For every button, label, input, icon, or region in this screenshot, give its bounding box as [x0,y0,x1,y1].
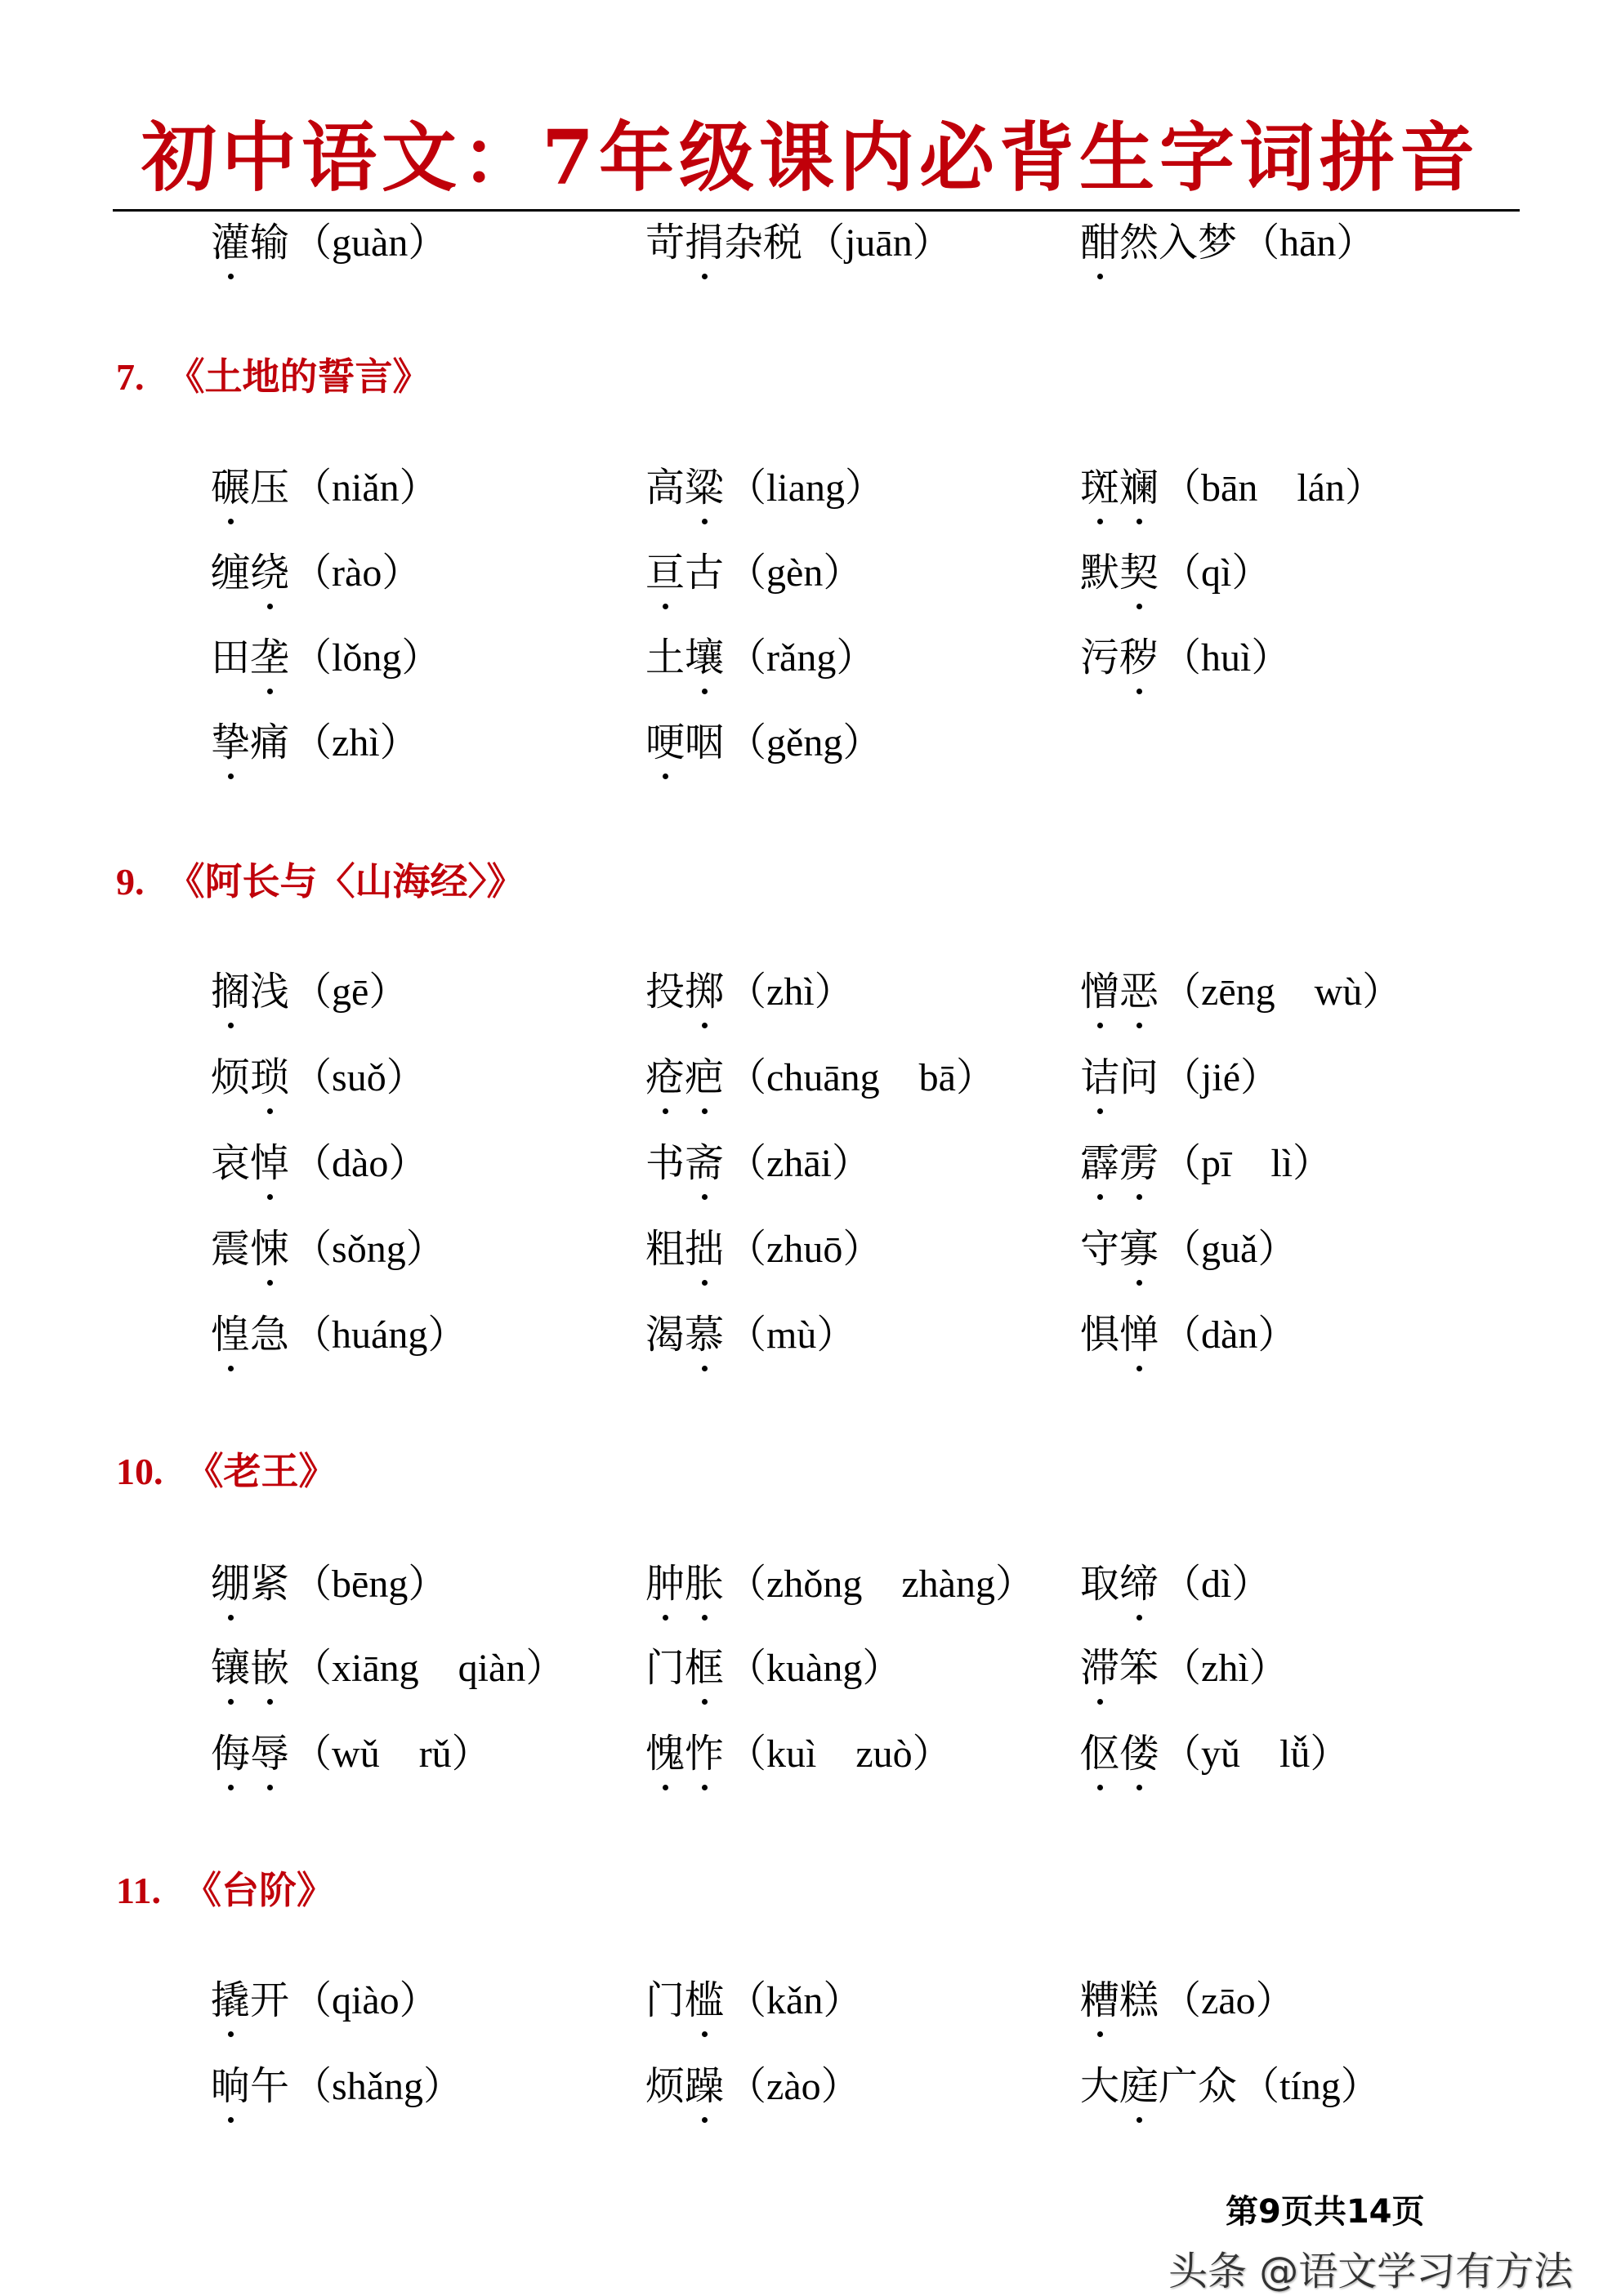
vocab-word [645,1311,724,1360]
emphasized-char: 悚 [250,1225,289,1274]
pinyin: （zhuō） [727,1228,882,1271]
pinyin: （qiào） [292,1979,439,2022]
char: 古 [685,551,725,595]
emphasized-char: 恶 [1119,968,1159,1017]
pinyin: （rǎng） [727,636,876,680]
char: 土 [645,636,685,680]
char: 粗 [645,1228,685,1271]
vocab-item [645,1730,952,1779]
vocab-row [0,2062,1621,2128]
pinyin: （huáng） [292,1313,467,1357]
vocab-word [645,549,724,598]
emphasized-char: 绕 [250,549,289,598]
vocab-item [1080,1225,1297,1274]
vocab-word [645,219,802,268]
pinyin: （gèn） [727,551,863,595]
emphasized-char: 亘 [645,549,685,598]
pinyin: （jié） [1162,1056,1280,1099]
vocab-item [211,1054,426,1103]
vocab-word [211,634,289,683]
pinyin: （bān lán） [1162,466,1384,510]
vocab-word [1080,2062,1237,2111]
pinyin: （kuì zuò） [727,1732,952,1776]
emphasized-char: 斋 [685,1139,724,1188]
vocab-item [1080,1644,1288,1693]
section-number: 11. [116,1870,161,1911]
pinyin: （zhì） [1162,1647,1288,1690]
pinyin: （dì） [1162,1563,1271,1606]
vocab-row [0,634,1621,699]
pinyin: （juān） [806,221,952,265]
char: 污 [1080,636,1120,680]
pinyin: （rào） [292,551,422,595]
emphasized-char: 搁 [211,968,250,1017]
vocab-word [645,1560,724,1609]
emphasized-char: 垄 [250,634,289,683]
vocab-item [211,1644,565,1693]
vocab-item [645,1054,995,1103]
char: 惧 [1080,1313,1120,1357]
vocab-item [211,219,447,268]
emphasized-char: 挚 [211,719,250,768]
char: 众 [1198,2065,1238,2108]
pinyin: （zhāi） [727,1142,871,1185]
section-heading [116,1866,334,1915]
pinyin: （pī lì） [1162,1142,1333,1185]
vocab-item [1080,1054,1279,1103]
emphasized-char: 愧 [645,1730,685,1779]
emphasized-char: 掷 [685,968,724,1017]
char: 门 [645,1647,685,1690]
emphasized-char: 拙 [685,1225,724,1274]
vocab-word [1080,1977,1159,2026]
pinyin: （liang） [727,466,885,510]
emphasized-char: 雳 [1119,1139,1159,1188]
vocab-item [645,1139,871,1188]
emphasized-char: 寡 [1119,1225,1159,1274]
pinyin: （zào） [727,2065,860,2108]
vocab-word [211,1054,289,1103]
emphasized-char: 胀 [685,1560,724,1609]
emphasized-char: 秽 [1119,634,1159,683]
char: 书 [645,1142,685,1185]
emphasized-char: 诘 [1080,1054,1119,1103]
vocab-word [1080,1054,1159,1103]
vocab-word [211,549,289,598]
emphasized-char: 酣 [1080,219,1119,268]
emphasized-char: 绷 [211,1560,250,1609]
vocab-row [0,1977,1621,2042]
pinyin: （dàn） [1162,1313,1297,1357]
pinyin: （gē） [292,970,409,1014]
vocab-item [211,1311,467,1360]
emphasized-char: 琐 [250,1054,289,1103]
pinyin: （zhì） [727,970,854,1014]
pinyin: （tíng） [1240,2065,1380,2108]
vocab-word [1080,1311,1159,1360]
vocab-item [645,1977,862,2026]
pinyin: （zhì） [292,721,419,765]
char: 广 [1159,2065,1199,2108]
section-heading [116,353,431,402]
emphasized-char: 壤 [685,634,724,683]
vocab-row [0,1054,1621,1119]
emphasized-char: 灌 [211,219,250,268]
vocab-item [1080,634,1290,683]
vocab-word [645,1225,724,1274]
vocab-word [645,464,724,513]
pinyin: （zēng wù） [1162,970,1402,1014]
vocab-word [1080,219,1237,268]
pinyin: （qì） [1162,551,1271,595]
vocab-item [1080,1977,1295,2026]
pinyin: （suǒ） [292,1056,426,1099]
vocab-item [1080,464,1384,513]
pinyin: （kuàng） [727,1647,902,1690]
char: 咽 [685,721,725,765]
vocab-item [645,2062,860,2111]
vocab-word [211,1311,289,1360]
vocab-item [211,634,440,683]
char: 紧 [250,1563,290,1606]
pinyin: （yǔ lǚ） [1162,1732,1350,1776]
vocab-item [211,1560,447,1609]
emphasized-char: 疮 [645,1054,685,1103]
vocab-word [211,464,289,513]
pinyin: （zāo） [1162,1979,1295,2022]
vocab-word [645,968,724,1017]
emphasized-char: 嵌 [250,1644,289,1693]
char: 高 [645,466,685,510]
vocab-row [0,464,1621,529]
section-number: 9. [116,861,145,903]
char: 输 [250,221,290,265]
emphasized-char: 憎 [1080,968,1119,1017]
vocab-item [211,1977,439,2026]
char: 笨 [1119,1647,1159,1690]
pinyin: （hān） [1240,221,1376,265]
emphasized-char: 躁 [685,2062,724,2111]
vocab-word [645,1730,724,1779]
char: 门 [645,1979,685,2022]
emphasized-char: 霹 [1080,1139,1119,1188]
section-title: 《台阶》 [183,1870,334,1911]
vocab-row [0,1730,1621,1795]
pinyin: （guǎ） [1162,1228,1297,1271]
vocab-item [211,549,421,598]
vocab-word [211,1644,289,1693]
vocab-item [645,634,875,683]
char: 田 [211,636,251,680]
vocab-item [1080,549,1270,598]
char: 午 [250,2065,290,2108]
vocab-item [645,1225,882,1274]
char: 税 [763,221,803,265]
vocab-item [1080,2062,1380,2111]
vocab-word [1080,1139,1159,1188]
vocab-row [0,1311,1621,1376]
emphasized-char: 哽 [645,719,685,768]
char: 缠 [211,551,251,595]
pinyin: （niǎn） [292,466,439,510]
vocab-word [211,219,289,268]
emphasized-char: 庭 [1119,2062,1159,2111]
pinyin: （huì） [1162,636,1291,680]
section-heading [116,1447,337,1496]
char: 开 [250,1979,290,2022]
vocab-row [0,1560,1621,1625]
char: 苛 [645,221,685,265]
vocab-word [645,719,724,768]
pinyin: （guàn） [292,221,448,265]
vocab-word [211,1225,289,1274]
emphasized-char: 捐 [685,219,724,268]
pinyin: （chuāng bā） [727,1056,995,1099]
vocab-item [211,464,439,513]
char: 糕 [1119,1979,1159,2022]
vocab-word [1080,1560,1159,1609]
pinyin: （mù） [727,1313,856,1357]
vocab-word [211,968,289,1017]
vocab-word [1080,634,1159,683]
vocab-item [1080,1139,1332,1188]
char: 哀 [211,1142,251,1185]
vocab-word [1080,1730,1159,1779]
emphasized-char: 框 [685,1644,724,1693]
vocab-item [1080,219,1375,268]
emphasized-char: 撬 [211,1977,250,2026]
char: 梦 [1198,221,1238,265]
vocab-word [211,1730,289,1779]
emphasized-char: 晌 [211,2062,250,2111]
page-title: 初中语文：7年级课内必背生字词拼音 [141,114,1480,202]
vocab-word [645,2062,724,2111]
emphasized-char: 惶 [211,1311,250,1360]
emphasized-char: 慕 [685,1311,724,1360]
pinyin: （lǒng） [292,636,441,680]
vocab-row [0,549,1621,614]
vocab-item [1080,1311,1297,1360]
vocab-item [211,968,408,1017]
pinyin: （dào） [292,1142,428,1185]
pinyin: （sǒng） [292,1228,445,1271]
vocab-row [0,719,1621,784]
emphasized-char: 偻 [1119,1730,1159,1779]
vocab-word [211,719,289,768]
emphasized-char: 碾 [211,464,250,513]
vocab-item [1080,1560,1270,1609]
vocab-item [645,1311,855,1360]
emphasized-char: 怍 [685,1730,724,1779]
emphasized-char: 伛 [1080,1730,1119,1779]
section-title: 《土地的誓言》 [167,356,431,398]
pinyin: （kǎn） [727,1979,863,2022]
emphasized-char: 侮 [211,1730,250,1779]
char: 渴 [645,1313,685,1357]
pinyin: （shǎng） [292,2065,463,2108]
vocab-row [0,219,1621,284]
emphasized-char: 辱 [250,1730,289,1779]
char: 浅 [250,970,290,1014]
vocab-item [1080,968,1401,1017]
section-heading [116,858,525,907]
page-number: 第9页共14页 [1226,2193,1425,2231]
pinyin: （gěng） [727,721,882,765]
vocab-item [645,464,884,513]
vocab-word [645,1139,724,1188]
vocab-row [0,1644,1621,1710]
vocab-item [645,1560,1034,1609]
emphasized-char: 滞 [1080,1644,1119,1693]
watermark: 头条 @语文学习有方法 [1168,2249,1574,2294]
vocab-word [211,2062,289,2111]
vocab-item [645,549,862,598]
emphasized-char: 镶 [211,1644,250,1693]
char: 守 [1080,1228,1120,1271]
emphasized-char: 粱 [685,464,724,513]
char: 投 [645,970,685,1014]
emphasized-char: 斓 [1119,464,1159,513]
char: 烦 [645,2065,685,2108]
vocab-item [211,2062,462,2111]
char: 压 [250,466,290,510]
vocab-row [0,1139,1621,1205]
pinyin: （xiāng qiàn） [292,1647,565,1690]
section-title: 《老王》 [185,1451,337,1492]
char: 然 [1119,221,1159,265]
vocab-item [645,968,854,1017]
char: 震 [211,1228,251,1271]
emphasized-char: 肿 [645,1560,685,1609]
char: 问 [1119,1056,1159,1099]
pinyin: （wǔ rǔ） [292,1732,491,1776]
emphasized-char: 疤 [685,1054,724,1103]
vocab-word [645,1054,724,1103]
emphasized-char: 惮 [1119,1311,1159,1360]
char: 急 [250,1313,290,1357]
vocab-item [211,719,419,768]
vocab-word [211,1977,289,2026]
vocab-item [211,1225,445,1274]
emphasized-char: 斑 [1080,464,1119,513]
vocab-word [645,1977,724,2026]
char: 杂 [724,221,764,265]
vocab-item [645,719,882,768]
vocab-word [1080,464,1159,513]
vocab-item [1080,1730,1349,1779]
vocab-word [1080,968,1159,1017]
vocab-row [0,968,1621,1033]
section-number: 10. [116,1451,163,1492]
vocab-word [1080,549,1159,598]
char: 取 [1080,1563,1120,1606]
emphasized-char: 槛 [685,1977,724,2026]
emphasized-char: 悼 [250,1139,289,1188]
pinyin: （bēng） [292,1563,448,1606]
section-number: 7. [116,356,145,398]
vocab-item [211,1730,491,1779]
vocab-item [645,219,952,268]
pinyin: （zhǒng zhàng） [727,1563,1034,1606]
vocab-item [211,1139,427,1188]
char: 痛 [250,721,290,765]
vocab-word [645,634,724,683]
vocab-word [211,1560,289,1609]
char: 烦 [211,1056,251,1099]
vocab-word [645,1644,724,1693]
emphasized-char: 契 [1119,549,1159,598]
emphasized-char: 糟 [1080,1977,1119,2026]
title-divider [113,209,1520,212]
char: 默 [1080,551,1120,595]
section-title: 《阿长与〈山海经〉》 [167,861,525,903]
vocab-row [0,1225,1621,1291]
emphasized-char: 缔 [1119,1560,1159,1609]
vocab-word [211,1139,289,1188]
vocab-word [1080,1644,1159,1693]
vocab-word [1080,1225,1159,1274]
char: 入 [1159,221,1199,265]
char: 大 [1080,2065,1120,2108]
vocab-item [645,1644,901,1693]
